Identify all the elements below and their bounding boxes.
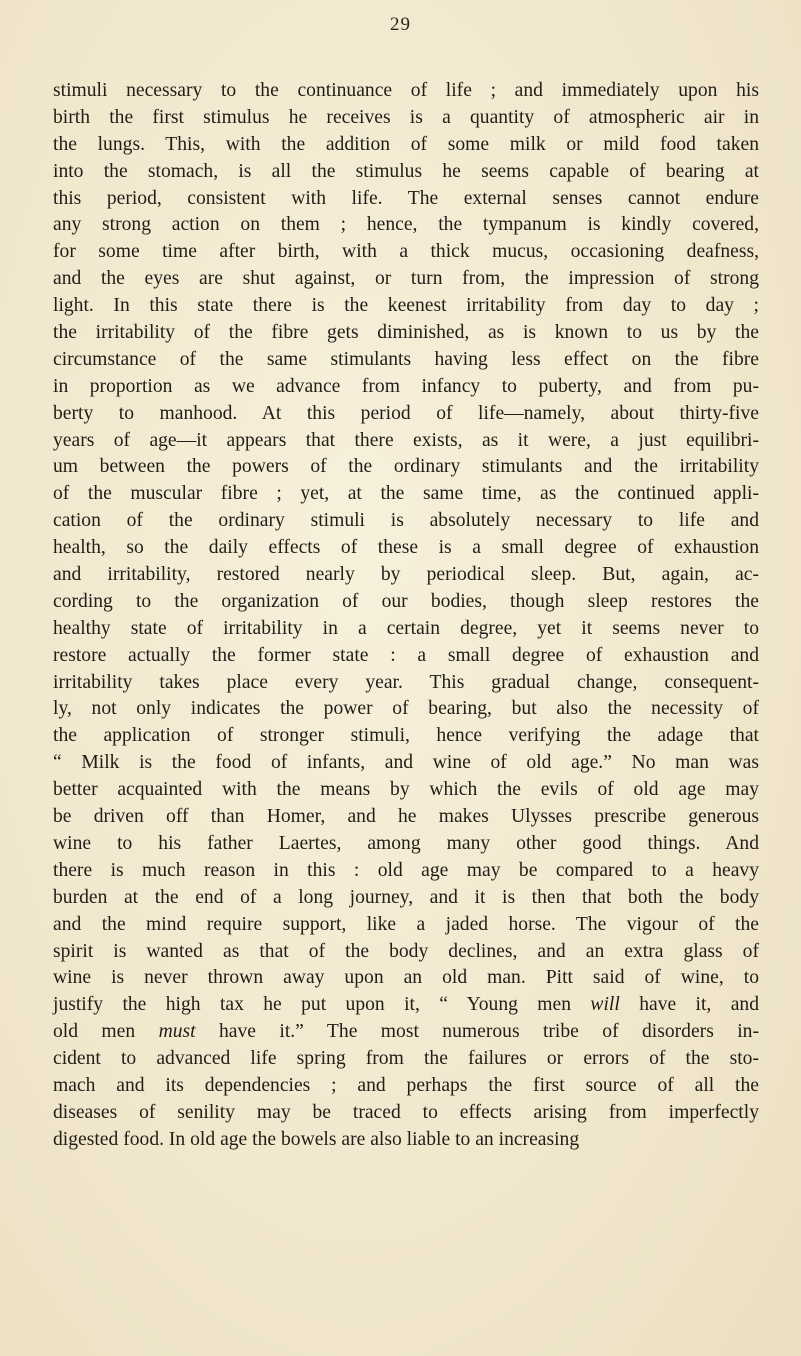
text-line — [53, 132, 759, 159]
text-segment: wine to his father Laertes, among many other good things. And — [53, 832, 759, 854]
text-line — [53, 643, 759, 670]
text-line — [53, 804, 759, 831]
text-line — [53, 750, 759, 777]
text-segment: cident to advanced life spring from the failures or errors of the sto- — [53, 1048, 759, 1070]
text-segment: restore actually the former state : a small degree of exhaustion and — [53, 644, 759, 666]
text-line — [53, 992, 759, 1019]
text-line — [53, 939, 759, 966]
text-line — [53, 965, 759, 992]
text-segment: better acquainted with the means by which the evils of old age may — [53, 779, 759, 801]
text-segment: um between the powers of the ordinary stimulants and the irritability — [53, 456, 759, 478]
text-line — [53, 508, 759, 535]
text-segment: diseases of senility may be traced to effects arising from imperfectly — [53, 1101, 759, 1123]
italic-text: will — [590, 994, 620, 1016]
text-line — [53, 374, 759, 401]
text-segment: any strong action on them ; hence, the tympanum is kindly covered, — [53, 214, 759, 236]
text-segment: the application of stronger stimuli, hence verifying the adage that — [53, 725, 759, 747]
text-line — [53, 696, 759, 723]
text-segment: irritability takes place every year. This gradual change, consequent- — [53, 671, 759, 693]
text-line — [53, 1046, 759, 1073]
text-segment: into the stomach, is all the stimulus he seems capable of bearing at — [53, 160, 759, 182]
text-segment: for some time after birth, with a thick mucus, occasioning deafness, — [53, 241, 759, 263]
text-line — [53, 212, 759, 239]
text-segment: burden at the end of a long journey, and it is then that both the body — [53, 886, 759, 908]
text-line — [53, 159, 759, 186]
text-line — [53, 401, 759, 428]
text-line — [53, 535, 759, 562]
text-segment: ly, not only indicates the power of bearing, but also the necessity of — [53, 698, 759, 720]
text-line — [53, 885, 759, 912]
text-segment: this period, consistent with life. The external senses cannot endure — [53, 187, 759, 209]
body-text — [53, 78, 759, 1154]
text-line — [53, 186, 759, 213]
text-line — [53, 347, 759, 374]
text-segment: the lungs. This, with the addition of some milk or mild food taken — [53, 133, 759, 155]
text-line — [53, 670, 759, 697]
text-line — [53, 831, 759, 858]
text-segment: old men — [53, 1021, 159, 1043]
text-segment: spirit is wanted as that of the body declines, and an extra glass of — [53, 940, 759, 962]
text-segment: healthy state of irritability in a certain degree, yet it seems never to — [53, 617, 759, 639]
text-segment: be driven off than Homer, and he makes Ulysses prescribe generous — [53, 806, 759, 828]
text-segment: digested food. In old age the bowels are also liable to an increasing — [53, 1128, 580, 1150]
text-segment: and irritability, restored nearly by periodical sleep. But, again, ac- — [53, 564, 759, 586]
text-line — [53, 589, 759, 616]
text-segment: circumstance of the same stimulants having less effect on the fibre — [53, 348, 759, 370]
text-segment: have it, and — [619, 994, 759, 1016]
text-line — [53, 105, 759, 132]
italic-text: must — [158, 1021, 196, 1043]
text-segment: cation of the ordinary stimuli is absolutely necessary to life and — [53, 510, 759, 532]
text-line — [53, 1127, 759, 1154]
text-segment: and the eyes are shut against, or turn from, the impression of strong — [53, 268, 759, 290]
text-segment: health, so the daily effects of these is a small degree of exhaustion — [53, 537, 759, 559]
text-line — [53, 1100, 759, 1127]
text-line — [53, 1073, 759, 1100]
text-line — [53, 723, 759, 750]
text-segment: “ Milk is the food of infants, and wine of old age.” No man was — [53, 752, 759, 774]
text-line — [53, 777, 759, 804]
text-line — [53, 320, 759, 347]
text-segment: years of age—it appears that there exists, as it were, a just equilibri- — [53, 429, 759, 451]
text-segment: wine is never thrown away upon an old man. Pitt said of wine, to — [53, 967, 759, 989]
text-segment: of the muscular fibre ; yet, at the same time, as the continued appli- — [53, 483, 759, 505]
text-line — [53, 266, 759, 293]
text-segment: berty to manhood. At this period of life—namely, about thirty-five — [53, 402, 759, 424]
text-line — [53, 78, 759, 105]
text-segment: the irritability of the fibre gets diminished, as is known to us by the — [53, 322, 759, 344]
page-number: 29 — [390, 14, 411, 35]
text-segment: have it.” The most numerous tribe of disorders in- — [195, 1021, 759, 1043]
text-line — [53, 454, 759, 481]
text-line — [53, 239, 759, 266]
text-segment: and the mind require support, like a jaded horse. The vigour of the — [53, 913, 759, 935]
text-segment: justify the high tax he put upon it, “ Young men — [53, 994, 591, 1016]
text-segment: birth the first stimulus he receives is a quantity of atmospheric air in — [53, 106, 759, 128]
text-line — [53, 562, 759, 589]
text-segment: stimuli necessary to the continuance of life ; and immediately upon his — [53, 80, 759, 101]
text-segment: mach and its dependencies ; and perhaps the first source of all the — [53, 1074, 759, 1096]
text-line — [53, 912, 759, 939]
text-line — [53, 481, 759, 508]
text-line — [53, 858, 759, 885]
text-segment: in proportion as we advance from infancy to puberty, and from pu- — [53, 375, 759, 397]
text-line — [53, 293, 759, 320]
text-line — [53, 1019, 759, 1046]
text-line — [53, 428, 759, 455]
text-segment: there is much reason in this : old age may be compared to a heavy — [53, 859, 759, 881]
text-segment: cording to the organization of our bodies, though sleep restores the — [53, 590, 759, 612]
text-line — [53, 616, 759, 643]
text-segment: light. In this state there is the keenest irritability from day to day ; — [53, 295, 759, 317]
